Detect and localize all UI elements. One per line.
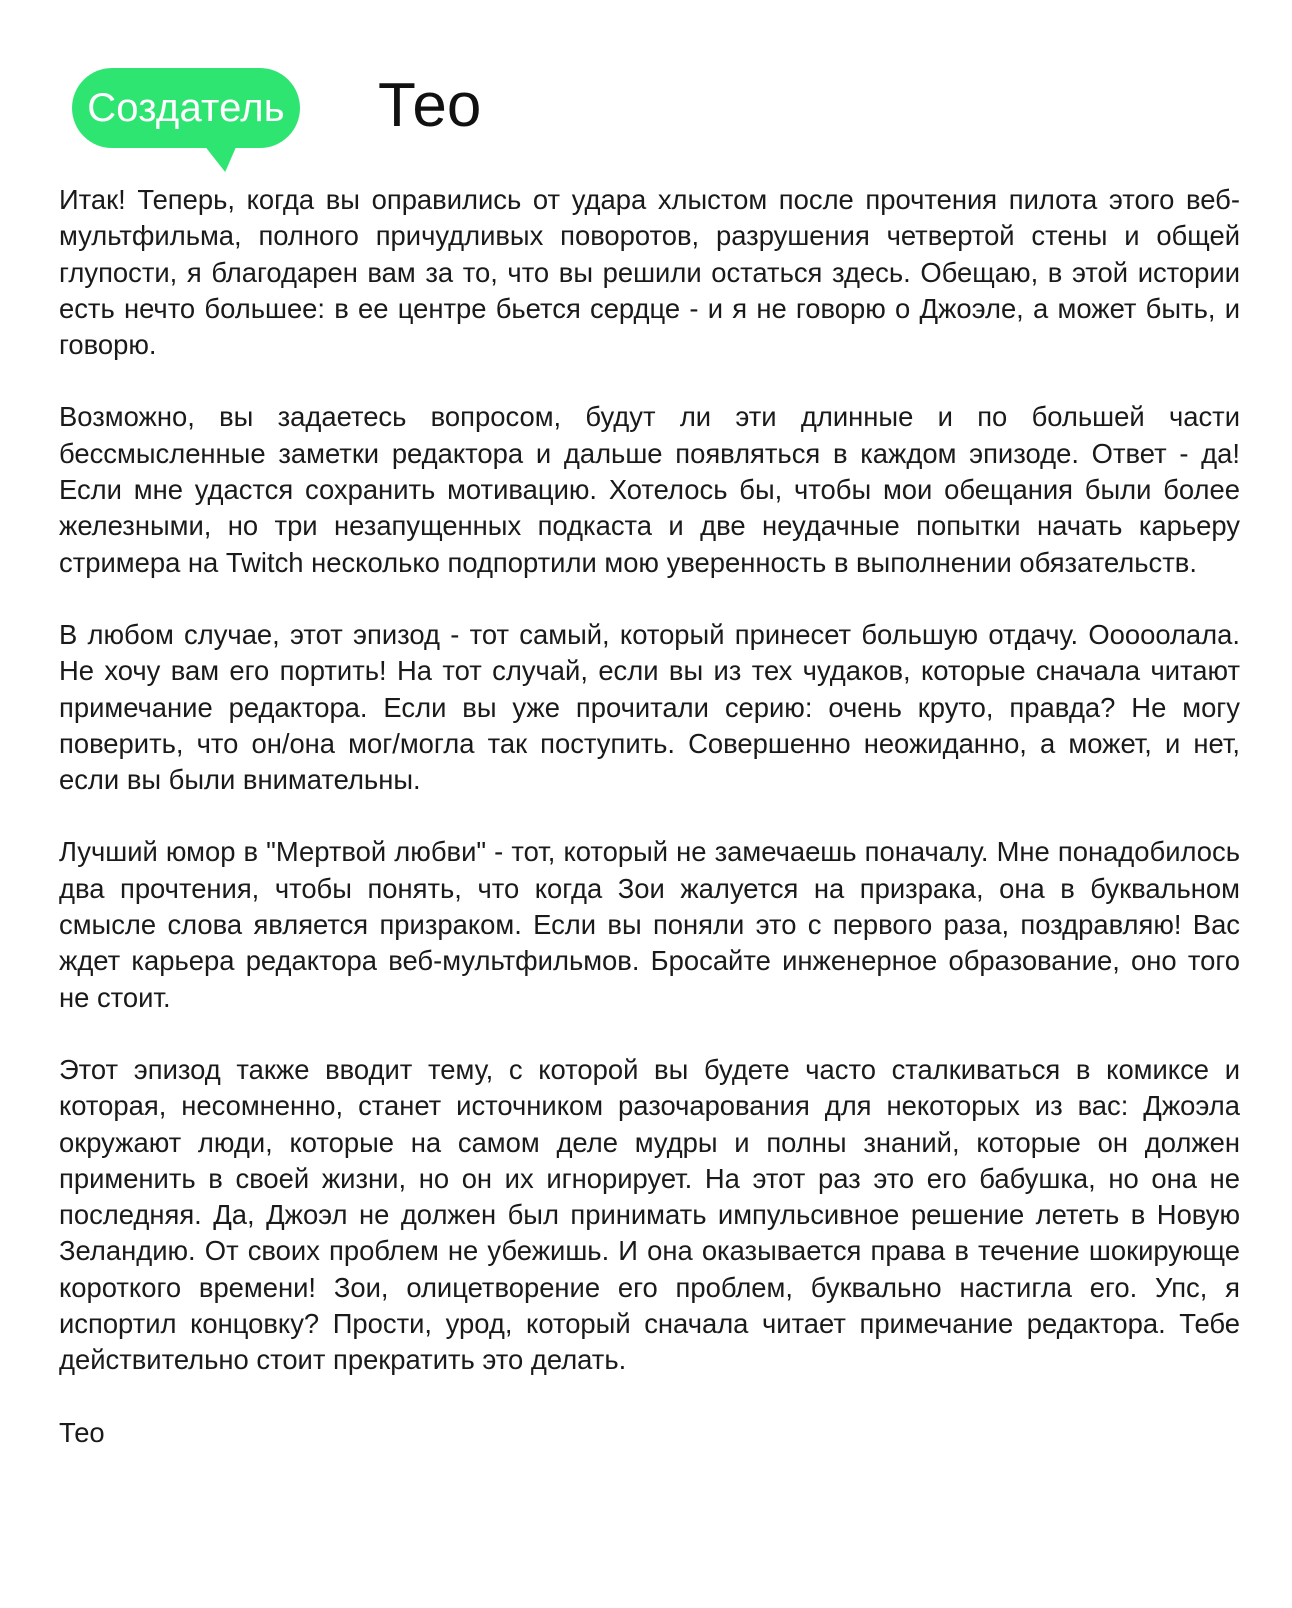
signature: Тео — [59, 1416, 105, 1448]
paragraph-3: В любом случае, этот эпизод - тот самый, который принесет большую отдачу. Ооооолала. Не хочу вам его портить! На тот случай, если вы из тех чудаков, которые сначала читают примечание редактора. Если вы уже прочитали серию: очень круто, правда? Не могу поверить, что он/она мог/могла так поступить. Совершенно неожиданно, а может, и нет, если вы были внимательны. — [59, 618, 1240, 796]
author-name: Тео — [378, 71, 482, 140]
editor-note-body — [59, 182, 1240, 1451]
creator-badge-label: Создатель — [87, 86, 285, 130]
note-header — [0, 0, 1292, 180]
paragraph-5: Этот эпизод также вводит тему, с которой вы будете часто сталкиваться в комиксе и которая, несомненно, станет источником разочарования для некоторых из вас: Джоэла окружают люди, которые на самом деле мудры и полны знаний, которые он должен применить в своей жизни, но он их игнорирует. На этот раз это его бабушка, но она не последняя. Да, Джоэл не должен был принимать импульсивное решение лететь в Новую Зеландию. От своих проблем не убежишь. И она оказывается права в течение шокирующе короткого времени! Зои, олицетворение его проблем, буквально настигла его. Упс, я испортил концовку? Прости, урод, который сначала читает примечание редактора. Тебе действительно стоит прекратить это делать. — [59, 1053, 1240, 1376]
paragraph-4: Лучший юмор в "Мертвой любви" - тот, который не замечаешь поначалу. Мне понадобилось два прочтения, чтобы понять, что когда Зои жалуется на призрака, она в буквальном смысле слова является призраком. Если вы поняли это с первого раза, поздравляю! Вас ждет карьера редактора веб-мультфильмов. Бросайте инженерное образование, оно того не стоит. — [59, 836, 1240, 1013]
paragraph-1: Итак! Теперь, когда вы оправились от удара хлыстом после прочтения пилота этого веб-мультфильма, полного причудливых поворотов, разрушения четвертой стены и общей глупости, я благодарен вам за то, что вы решили остаться здесь. Обещаю, в этой истории есть нечто большее: в ее центре бьется сердце - и я не говорю о Джоэле, а может быть, и говорю. — [59, 184, 1240, 361]
paragraph-2: Возможно, вы задаетесь вопросом, будут ли эти длинные и по большей части бессмысленные заметки редактора и дальше появляться в каждом эпизоде. Ответ - да! Если мне удастся сохранить мотивацию. Хотелось бы, чтобы мои обещания были более железными, но три незапущенных подкаста и две неудачные попытки начать карьеру стримера на Twitch несколько подпортили мою уверенность в выполнении обязательств. — [59, 401, 1240, 578]
